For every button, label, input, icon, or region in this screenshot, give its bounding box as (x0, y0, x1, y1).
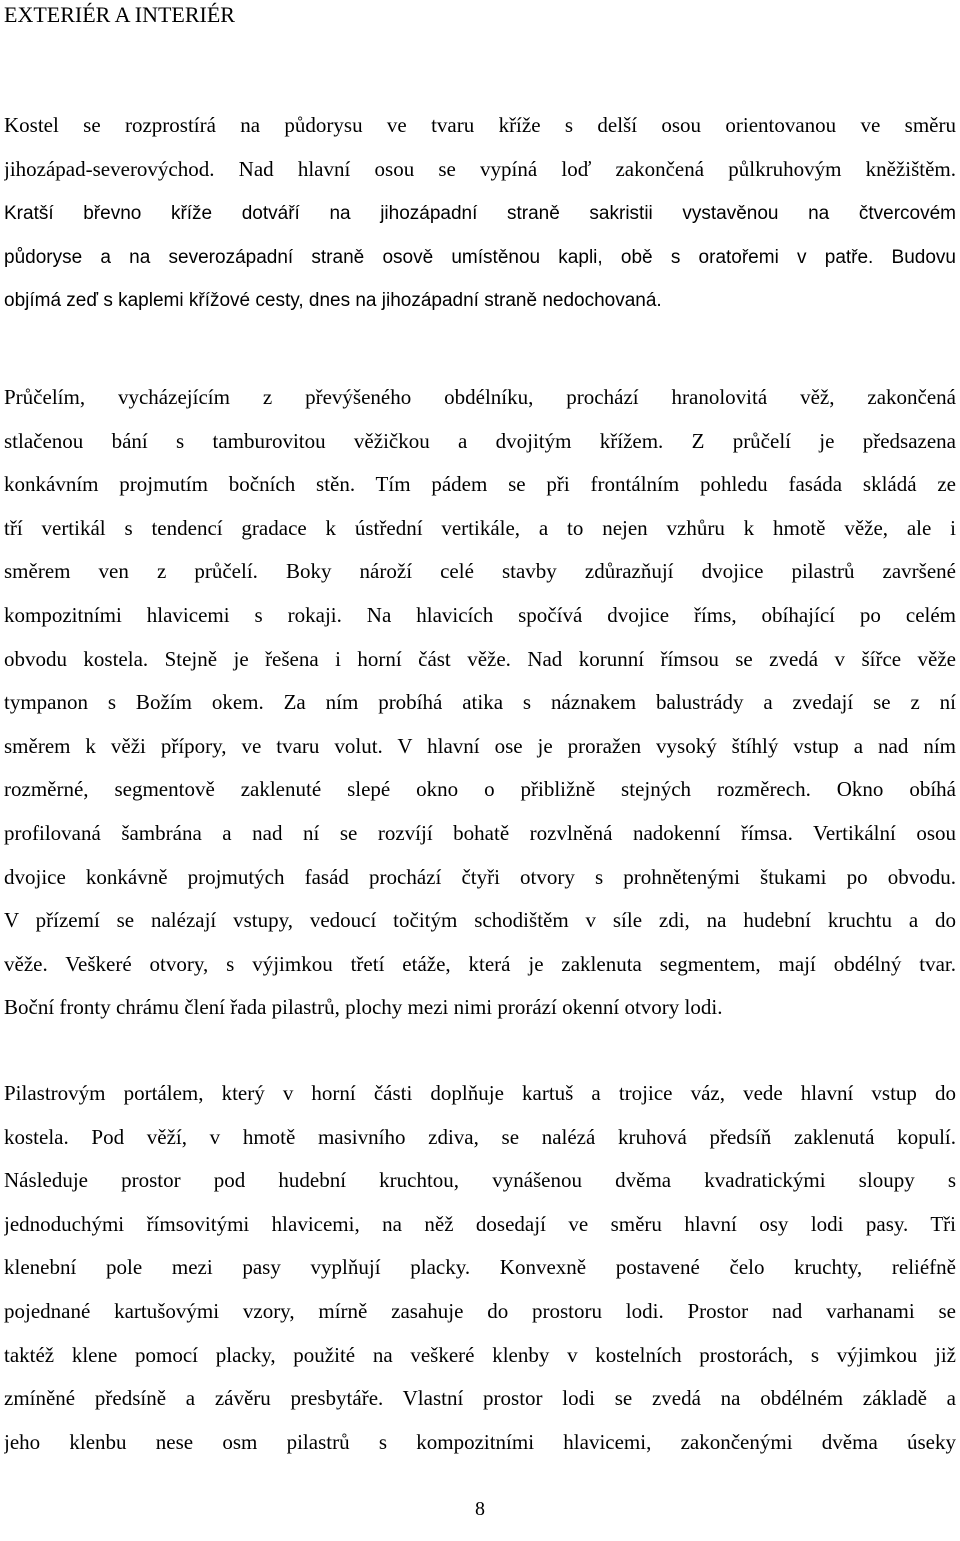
text-line: V přízemí se nalézají vstupy, vedoucí točitým schodištěm v síle zdi, na hudební kruchtu a do (4, 908, 956, 933)
text-line: rozměrné, segmentově zaklenuté slepé okno o přibližně stejných rozměrech. Okno obíhá (4, 777, 956, 802)
text-line (4, 278, 956, 322)
text-line: tří vertikál s tendencí gradace k ústřední vertikále, a to nejen vzhůru k hmotě věže, ale i (4, 515, 956, 540)
text-line: zmíněné předsíně a závěru presbytáře. Vlastní prostor lodi se zvedá na obdélném základě a (4, 1386, 956, 1411)
text-line: stlačenou bání s tamburovitou věžičkou a dvojitým křížem. Z průčelí je předsazena (4, 428, 956, 453)
text-line-sans: Kratší břevno kříže dotváří na jihozápadní straně sakristii vystavěnou na čtvercovém (4, 203, 956, 225)
text-line: pojednané kartušovými vzory, mírně zasahuje do prostoru lodi. Prostor nad varhanami se (4, 1298, 956, 1323)
text-line-sans: objímá zeď s kaplemi křížové cesty, dnes na jihozápadní straně nedochovaná. (4, 290, 662, 312)
text-line: Kostel se rozprostírá na půdorysu ve tvaru kříže s delší osou orientovanou ve směru (4, 113, 956, 137)
text-line: tympanon s Božím okem. Za ním probíhá atika s náznakem balustrády a zvedají se z ní (4, 690, 956, 715)
text-line: jednoduchými římsovitými hlavicemi, na něž dosedají ve směru hlavní osy lodi pasy. Tři (4, 1211, 956, 1236)
page-number: 8 (475, 1498, 485, 1520)
text-line: konkávním projmutím bočních stěn. Tím pádem se při frontálním pohledu fasáda skládá ze (4, 472, 956, 497)
text-line: směrem ven z průčelí. Boky nároží celé stavby zdůrazňují dvojice pilastrů završené (4, 559, 956, 584)
paragraph-interior (4, 1072, 956, 1464)
text-line: směrem k věži přípory, ve tvaru volut. V hlavní ose je proražen vysoký štíhlý vstup a nad ním (4, 733, 956, 758)
text-line (4, 235, 956, 279)
text-line: taktéž klene pomocí placky, použité na veškeré klenby v kostelních prostorách, s výjimkou již (4, 1342, 956, 1367)
text-line: Pilastrovým portálem, který v horní části doplňuje kartuš a trojice váz, vede hlavní vstup do (4, 1081, 956, 1105)
text-line: Následuje prostor pod hudební kruchtou, vynášenou dvěma kvadratickými sloupy s (4, 1168, 956, 1193)
section-heading: EXTERIÉR A INTERIÉR (4, 2, 235, 27)
text-line: jeho klenbu nese osm pilastrů s kompozitními hlavicemi, zakončenými dvěma úseky (4, 1429, 956, 1454)
text-line: Boční fronty chrámu člení řada pilastrů, plochy mezi nimi prorází okenní otvory lodi. (4, 995, 723, 1020)
text-line: kostela. Pod věží, v hmotě masivního zdiva, se nalézá kruhová předsíň zaklenutá kopulí. (4, 1124, 956, 1149)
text-line: jihozápad-severovýchod. Nad hlavní osou se vypíná loď zakončená půlkruhovým kněžištěm. (4, 156, 956, 181)
text-line: obvodu kostela. Stejně je řešena i horní část věže. Nad korunní římsou se zvedá v šířce věže (4, 646, 956, 671)
paragraph-facade (4, 376, 956, 1030)
text-line: klenební pole mezi pasy vyplňují placky. Konvexně postavené čelo kruchty, reliéfně (4, 1255, 956, 1280)
paragraph-floor-plan (4, 104, 956, 322)
text-line: dvojice konkávně projmutých fasád prochází čtyři otvory s prohnětenými štukami po obvodu. (4, 864, 956, 889)
text-line mixed (4, 191, 956, 235)
text-line: kompozitními hlavicemi s rokaji. Na hlavicích spočívá dvojice říms, obíhající po celém (4, 602, 956, 627)
text-line-sans: půdoryse a na severozápadní straně osově umístěnou kapli, obě s oratořemi v patře. Budovu (4, 246, 956, 268)
text-line: věže. Veškeré otvory, s výjimkou třetí etáže, která je zaklenuta segmentem, mají obdélný tvar. (4, 951, 956, 976)
text-line: profilovaná šambrána a nad ní se rozvíjí bohatě rozvlněná nadokenní římsa. Vertikální osou (4, 820, 956, 845)
text-line: Průčelím, vycházejícím z převýšeného obdélníku, prochází hranolovitá věž, zakončená (4, 385, 956, 409)
